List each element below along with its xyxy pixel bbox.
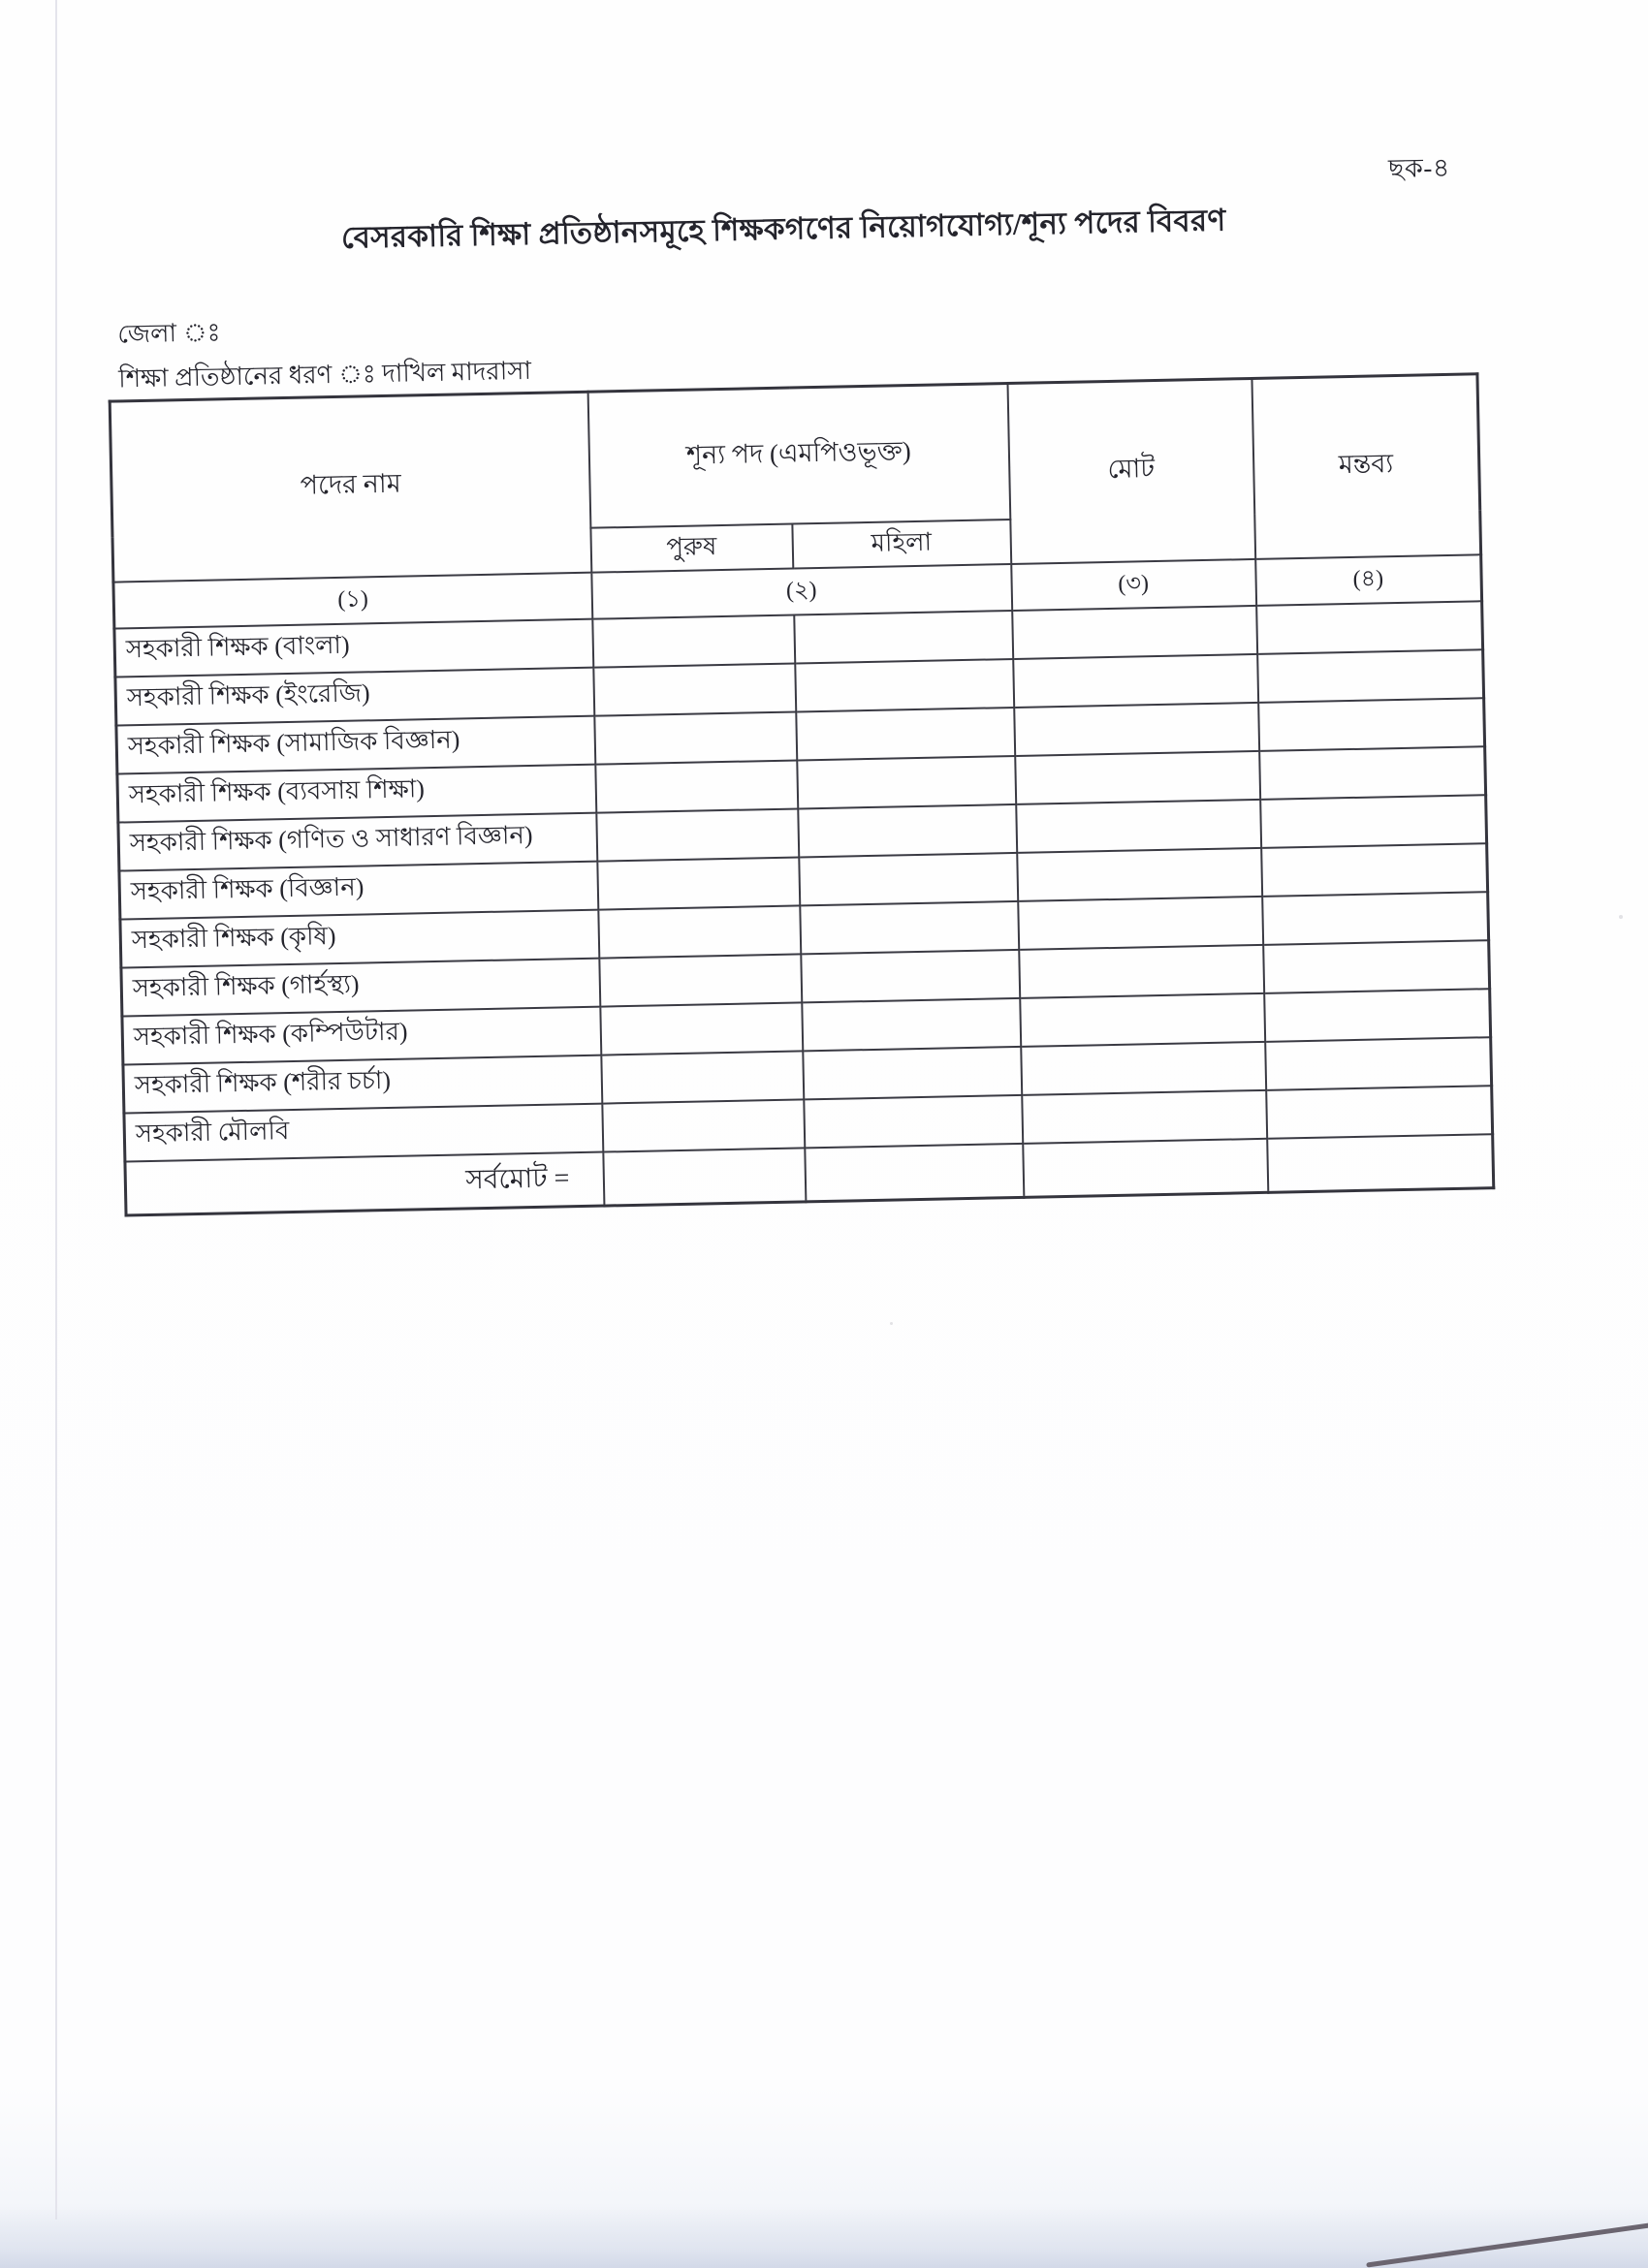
male-value-cell [596, 808, 799, 861]
female-value-cell [796, 707, 1015, 760]
total-value-cell [1018, 896, 1263, 949]
post-name-cell: সহকারী শিক্ষক (গার্হস্থ্য) [121, 958, 600, 1016]
total-value-cell [1021, 1041, 1266, 1094]
remarks-value-cell [1256, 601, 1483, 654]
total-value-cell [1019, 944, 1264, 997]
district-field-label: জেলা ঃ [117, 318, 221, 349]
column-number-3: (৩) [1011, 558, 1256, 610]
female-value-cell [804, 1094, 1023, 1148]
post-name-cell: সহকারী শিক্ষক (গণিত ও সাধারণ বিজ্ঞান) [118, 812, 597, 870]
male-value-cell [597, 857, 800, 909]
female-value-cell [799, 852, 1018, 905]
form-meta-block [117, 304, 532, 402]
col-header-male: পুরুষ [590, 523, 793, 572]
col-header-post-name: পদের নাম [110, 392, 591, 582]
total-value-cell [1013, 653, 1258, 707]
male-total-cell [603, 1148, 806, 1206]
col-header-vacant-posts: শূন্য পদ (এমপিওভূক্ত) [587, 384, 1010, 528]
column-number-4: (৪) [1255, 554, 1482, 606]
male-value-cell [602, 1099, 805, 1151]
post-name-cell: সহকারী মৌলবি [124, 1103, 603, 1161]
total-value-cell [1020, 992, 1265, 1046]
post-name-cell: সহকারী শিক্ষক (ব্যবসায় শিক্ষা) [117, 764, 596, 822]
post-name-cell: সহকারী শিক্ষক (ইংরেজি) [115, 667, 594, 725]
male-value-cell [599, 954, 802, 1006]
scan-speck [1619, 915, 1623, 919]
female-total-cell [805, 1143, 1024, 1202]
total-value-cell [1014, 702, 1259, 755]
female-value-cell [802, 997, 1021, 1051]
header-row-main [110, 374, 1480, 537]
post-name-cell: সহকারী শিক্ষক (বাংলা) [114, 618, 593, 677]
post-name-cell: সহকারী শিক্ষক (সামাজিক বিজ্ঞান) [116, 715, 595, 773]
total-value-cell [1015, 750, 1260, 803]
remarks-value-cell [1263, 940, 1490, 993]
col-header-remarks: মন্তব্য [1252, 374, 1481, 559]
male-value-cell [592, 614, 795, 667]
female-value-cell [798, 803, 1017, 857]
post-name-cell: সহকারী শিক্ষক (বিজ্ঞান) [119, 861, 598, 919]
female-value-cell [800, 900, 1019, 954]
remarks-value-cell [1261, 843, 1488, 897]
remarks-value-cell [1265, 1037, 1492, 1090]
vacancy-table [109, 372, 1496, 1216]
remarks-value-cell [1264, 989, 1491, 1042]
female-value-cell [795, 658, 1014, 711]
post-name-cell: সহকারী শিক্ষক (শরীর চর্চা) [123, 1055, 602, 1113]
col-header-female: মহিলা [792, 520, 1011, 569]
male-value-cell [600, 1002, 803, 1055]
post-name-cell: সহকারী শিক্ষক (কম্পিউটার) [122, 1006, 601, 1064]
post-name-cell: সহকারী শিক্ষক (কৃষি) [120, 909, 599, 967]
remarks-value-cell [1262, 892, 1489, 945]
total-value-cell [1016, 799, 1261, 852]
column-number-1: (১) [113, 572, 592, 628]
institution-type-field-label: শিক্ষা প্রতিষ্ঠানের ধরণ ঃ দাখিল মাদরাসা [117, 356, 532, 394]
male-value-cell [594, 711, 797, 764]
remarks-value-cell [1260, 795, 1487, 848]
male-value-cell [601, 1051, 804, 1103]
col-header-total: মোট [1007, 378, 1255, 563]
remarks-value-cell [1257, 649, 1484, 703]
total-value-cell [1022, 1089, 1267, 1143]
remarks-value-cell [1258, 698, 1485, 751]
female-value-cell [801, 949, 1020, 1002]
form-title: বেসরকারি শিক্ষা প্রতিষ্ঠানসমূহে শিক্ষকগণের নিয়োগযোগ্য/শূন্য পদের বিবরণ [340, 203, 1226, 255]
grand-total-label: সর্বমোট = [125, 1151, 604, 1215]
column-number-2: (২) [591, 564, 1012, 619]
form-number-label: ছক-৪ [1387, 152, 1451, 184]
total-total-cell [1023, 1138, 1268, 1197]
remarks-value-cell [1259, 746, 1486, 800]
female-value-cell [794, 611, 1013, 664]
remarks-value-cell [1266, 1086, 1493, 1139]
male-value-cell [595, 760, 798, 812]
scan-speck [890, 1322, 893, 1325]
female-value-cell [797, 755, 1016, 808]
female-value-cell [803, 1046, 1022, 1099]
total-value-cell [1017, 847, 1262, 900]
remarks-total-cell [1267, 1134, 1494, 1193]
male-value-cell [593, 663, 796, 715]
male-value-cell [598, 905, 801, 958]
total-value-cell [1012, 605, 1257, 658]
